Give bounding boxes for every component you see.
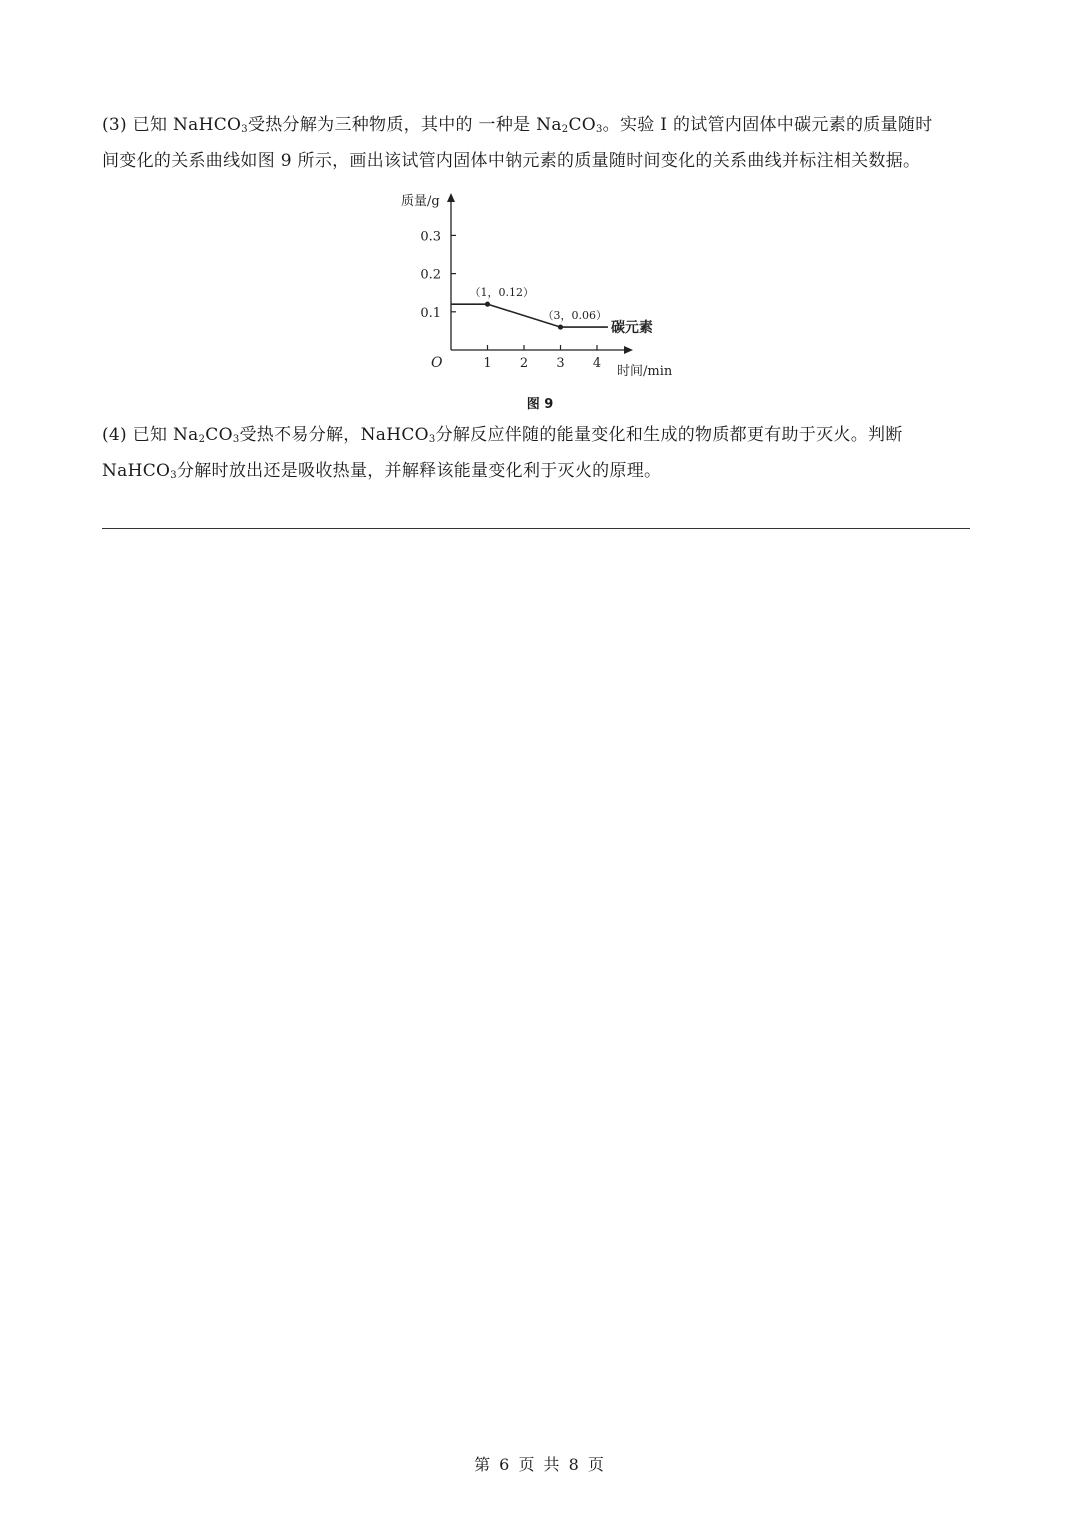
q4-text-b: CO xyxy=(205,425,233,445)
point-annotation: （3，0.06） xyxy=(542,309,607,323)
x-tick-label: 4 xyxy=(592,356,602,371)
q3-sub-a: 3 xyxy=(241,124,248,135)
question-3 xyxy=(102,107,982,179)
q4-text-d: 分解反应伴随的能量变化和生成的物质都更有助于灭火。判断 xyxy=(435,425,903,445)
q4-sub-c: 3 xyxy=(428,434,436,445)
question-3-line-2: 间变化的关系曲线如图 9 所示，画出该试管内固体中钠元素的质量随时间变化的关系曲线并标注相关数据。 xyxy=(102,151,921,171)
x-tick-label: 2 xyxy=(519,356,529,371)
q4-text-a: (4) 已知 Na xyxy=(102,425,199,445)
y-axis-arrow xyxy=(447,193,455,202)
q4-sub-a: 2 xyxy=(198,434,206,445)
data-point xyxy=(558,324,563,329)
x-tick-label: 1 xyxy=(483,356,492,371)
q3-sub-c: 3 xyxy=(596,124,603,135)
answer-line[interactable] xyxy=(102,528,970,529)
series-label: 碳元素 xyxy=(610,320,653,337)
question-4-line-2 xyxy=(102,453,982,489)
chart-series xyxy=(451,286,653,336)
point-annotation: （1，0.12） xyxy=(469,286,534,300)
data-point xyxy=(485,302,490,307)
q3-text-c: CO xyxy=(568,115,596,135)
q3-text-b: 受热分解为三种物质，其中的 一种是 Na xyxy=(247,115,562,135)
figure-9-chart xyxy=(395,188,695,388)
q3-sub-b: 2 xyxy=(561,124,569,135)
figure-caption: 图 9 xyxy=(526,397,554,412)
q3-text-a: (3) 已知 NaHCO xyxy=(102,115,242,135)
y-tick-label: 0.3 xyxy=(420,229,441,245)
question-4-line-1 xyxy=(102,417,982,453)
x-axis-title: 时间/min xyxy=(617,364,673,379)
question-3-line-1 xyxy=(102,107,982,143)
q4-text-c: 受热不易分解，NaHCO xyxy=(239,425,429,445)
origin-label: O xyxy=(431,355,443,371)
q4-line2-text-a: NaHCO xyxy=(102,461,171,481)
x-axis-arrow xyxy=(624,346,633,354)
q4-line2-text-b: 分解时放出还是吸收热量，并解释该能量变化利于灭火的原理。 xyxy=(176,461,662,481)
y-tick-label: 0.2 xyxy=(420,267,441,283)
x-tick-label: 3 xyxy=(556,356,565,371)
y-axis-title: 质量/g xyxy=(401,194,440,209)
chart-axes xyxy=(447,193,633,354)
q4-sub-b: 3 xyxy=(232,434,240,445)
question-4 xyxy=(102,417,982,489)
y-tick-label: 0.1 xyxy=(420,305,441,321)
q4-line2-sub-a: 3 xyxy=(170,470,177,481)
q3-text-d: 。实验 I 的试管内固体中碳元素的质量随时 xyxy=(602,115,933,135)
page-footer: 第 6 页 共 8 页 xyxy=(474,1455,606,1474)
